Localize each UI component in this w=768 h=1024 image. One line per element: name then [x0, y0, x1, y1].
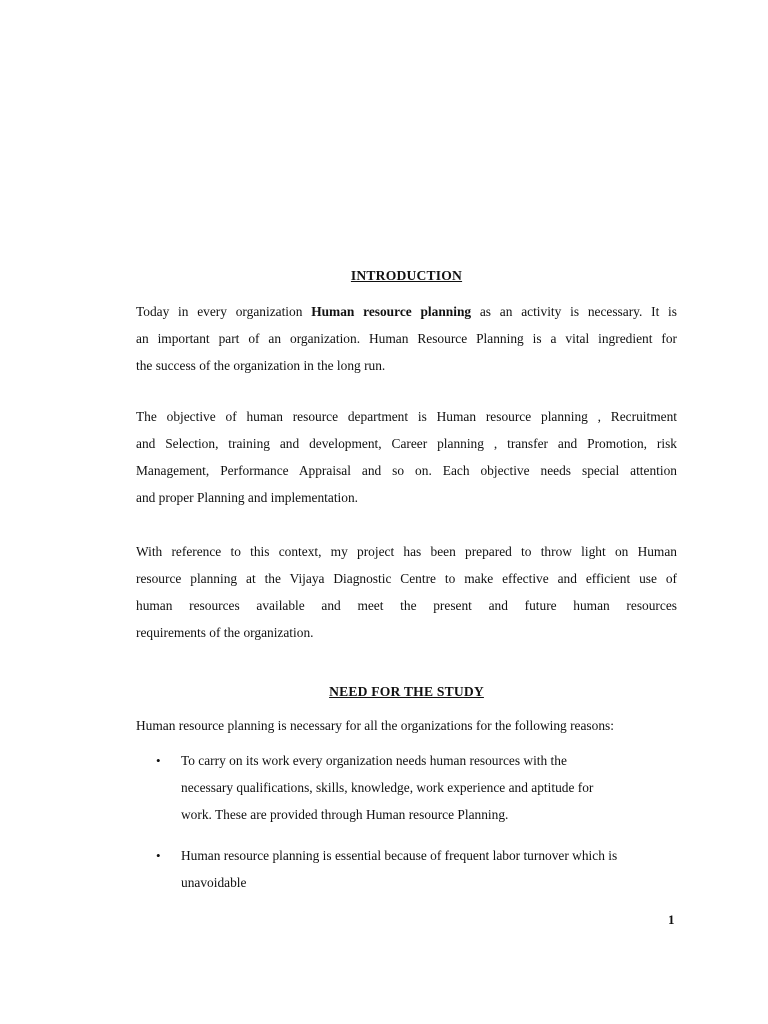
paragraph-line: human resources available and meet the present and future human resources: [136, 598, 677, 613]
bullet-icon: •: [156, 753, 161, 768]
paragraph-line: the success of the organization in the long run.: [136, 358, 386, 373]
text-run: Today in every organization: [136, 304, 312, 319]
need-lead-paragraph: [136, 712, 696, 739]
paragraph-line: The objective of human resource department is Human resource planning , Recruitment: [136, 409, 677, 424]
bullet-line: necessary qualifications, skills, knowledge, work experience and aptitude for: [181, 780, 594, 795]
paragraph-line: With reference to this context, my project has been prepared to throw light on Human: [136, 544, 677, 559]
bullet-text: [181, 747, 676, 828]
intro-paragraph-3: [136, 538, 677, 646]
bullet-text: [181, 842, 676, 896]
bullet-line: Human resource planning is essential because of frequent labor turnover which is: [181, 848, 618, 863]
introduction-heading: INTRODUCTION: [350, 268, 463, 283]
paragraph-line: an important part of an organization. Human Resource Planning is a vital ingredient for: [136, 331, 677, 346]
bullet-line: To carry on its work every organization needs human resources with the: [181, 753, 567, 768]
paragraph-line: Human resource planning is necessary for all the organizations for the following reasons:: [136, 718, 614, 733]
text-run: as an activity is necessary. It is: [471, 304, 677, 319]
bold-term: Human resource planning: [311, 304, 472, 319]
need-for-study-heading: NEED FOR THE STUDY: [329, 684, 484, 699]
bullet-icon: •: [156, 848, 161, 863]
paragraph-line: Management, Performance Appraisal and so on. Each objective needs special attention: [136, 463, 677, 478]
bullet-line: work. These are provided through Human resource Planning.: [181, 807, 509, 822]
paragraph-line: resource planning at the Vijaya Diagnostic Centre to make effective and efficient use of: [136, 571, 677, 586]
bullet-line: unavoidable: [181, 875, 247, 890]
intro-paragraph-1: [136, 298, 677, 379]
paragraph-line: and Selection, training and development, Career planning , transfer and Promotion, risk: [136, 436, 677, 451]
page-number: 1: [668, 912, 675, 927]
paragraph-line: requirements of the organization.: [136, 625, 314, 640]
intro-paragraph-2: [136, 403, 677, 511]
paragraph-line: and proper Planning and implementation.: [136, 490, 359, 505]
paragraph-line: [136, 298, 677, 325]
